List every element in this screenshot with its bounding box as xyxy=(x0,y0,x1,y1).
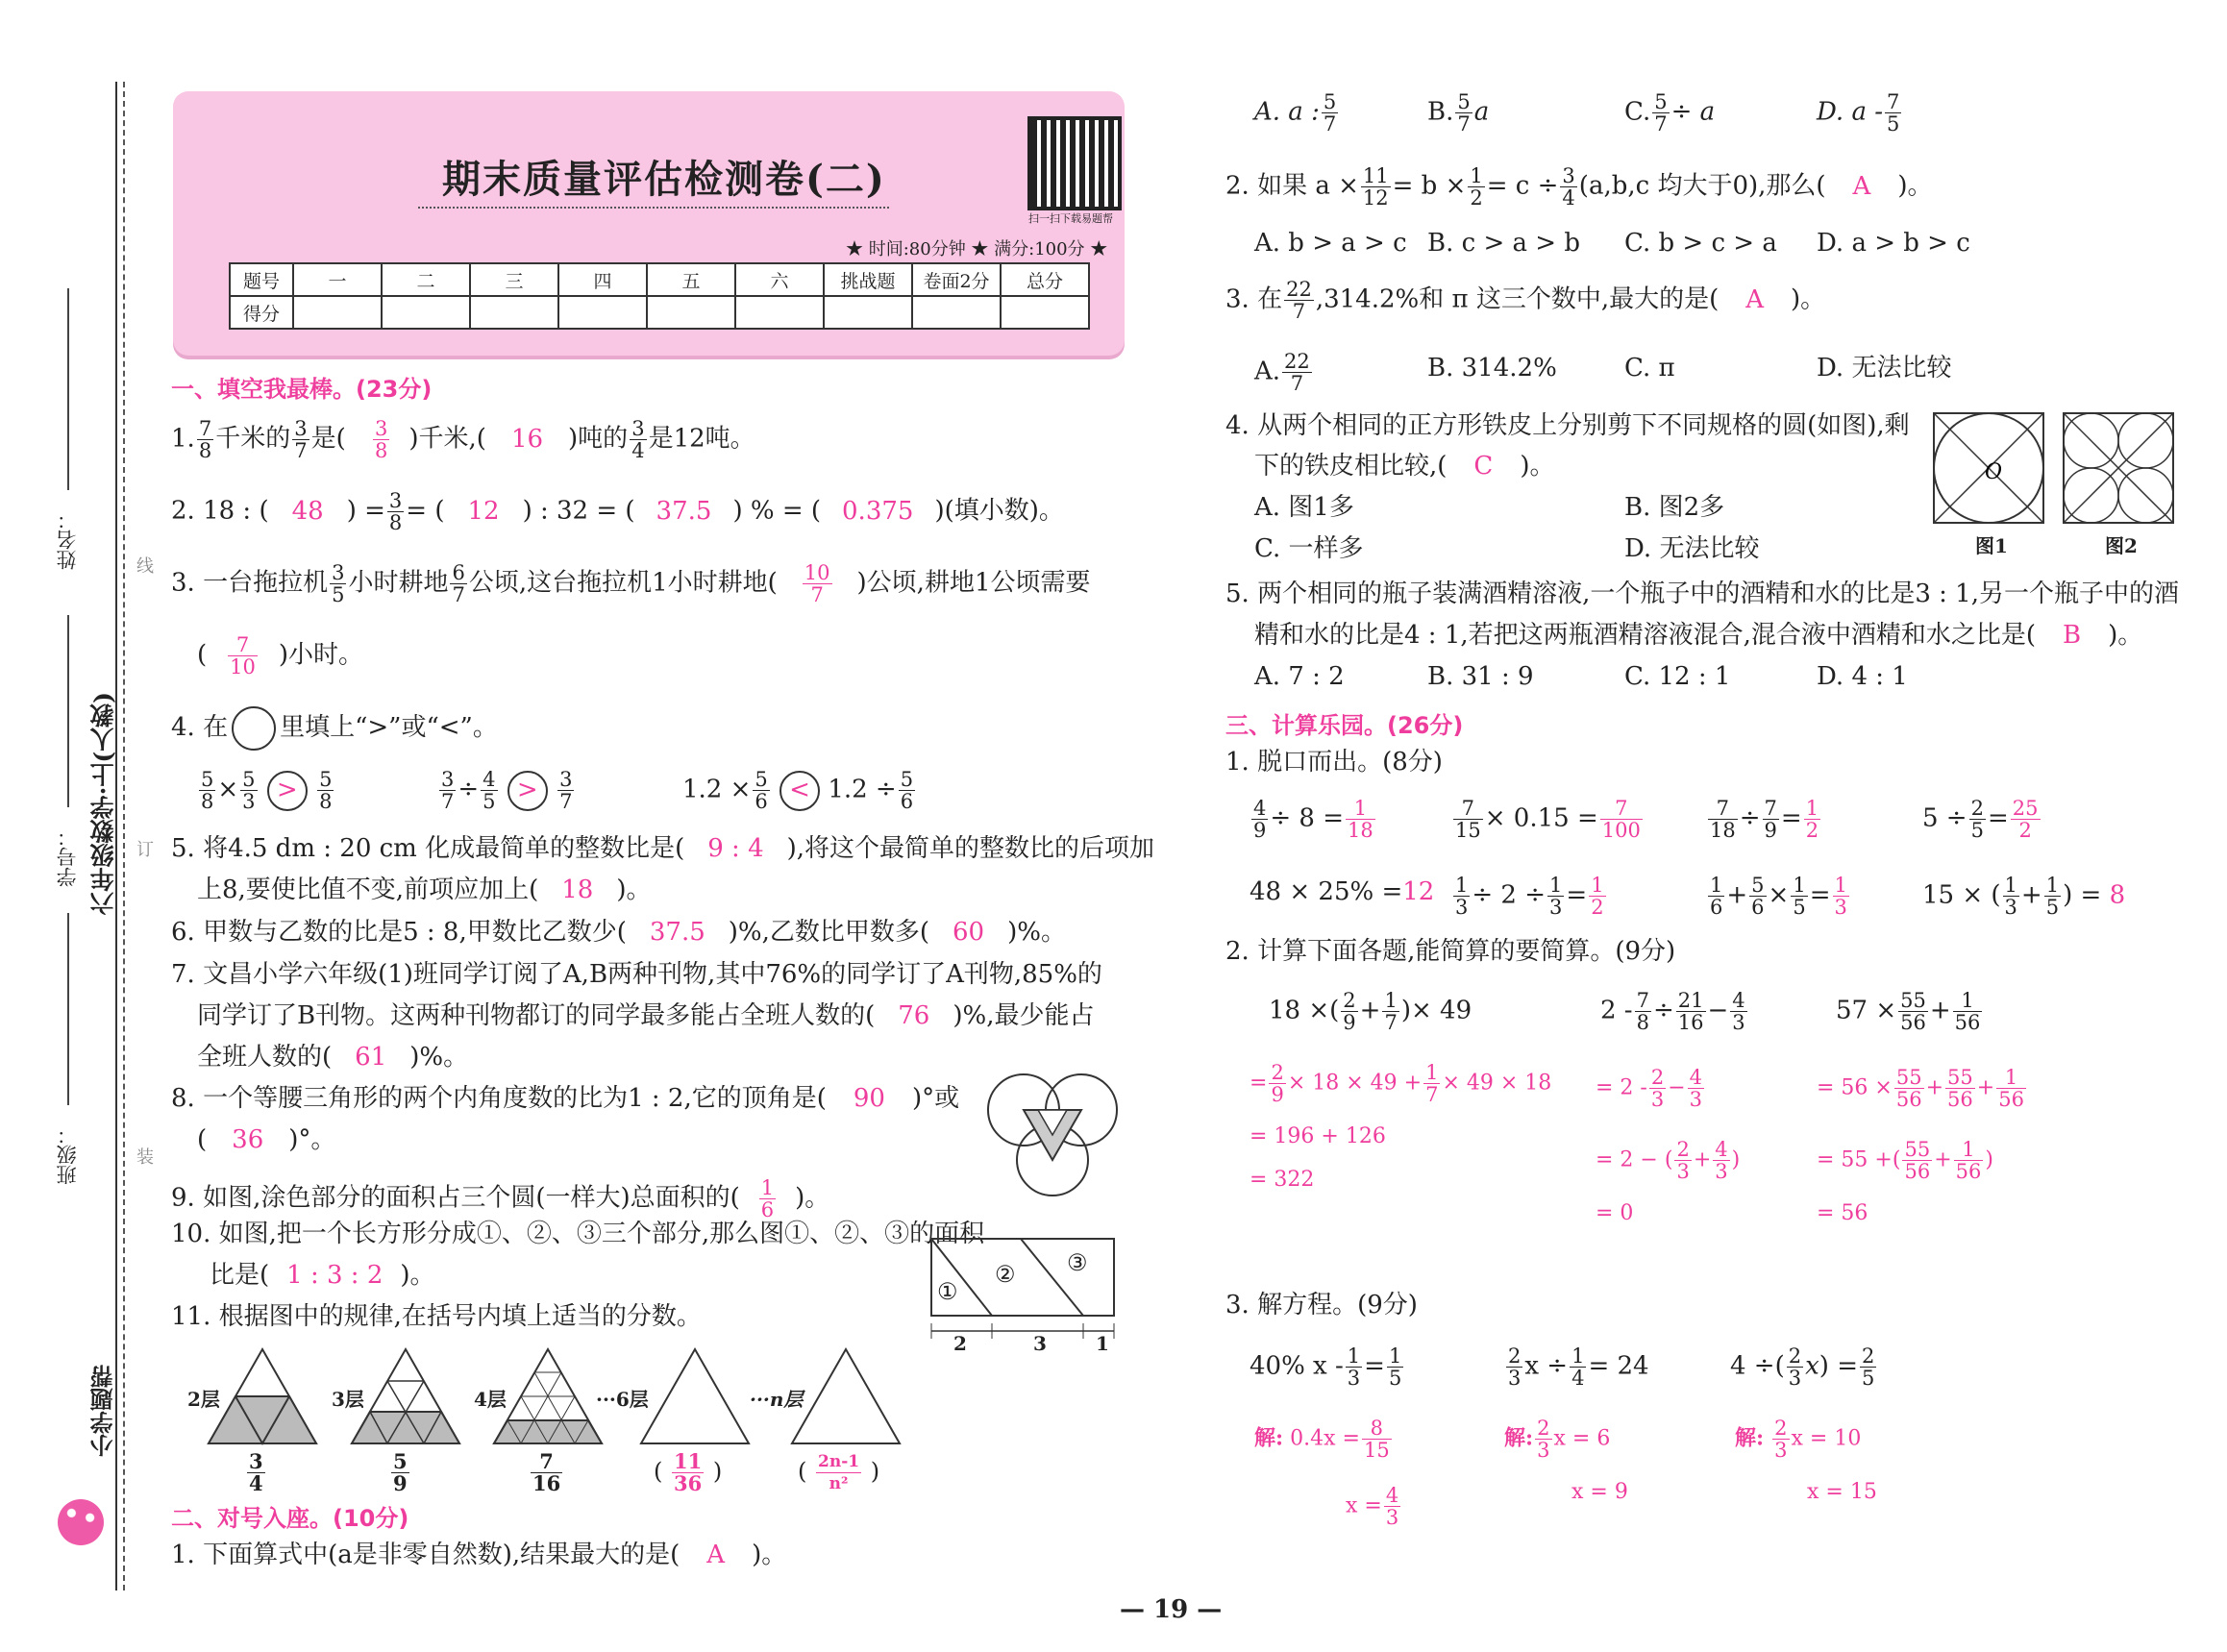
svg-text:O: O xyxy=(1985,460,2003,484)
s2-q4: 4. 从两个相同的正方形铁皮上分别剪下不同规格的圆(如图),剩 xyxy=(1225,411,1910,440)
q10: 10. 如图,把一个长方形分成①、②、③三个部分,那么图①、②、③的面积 xyxy=(171,1220,985,1248)
score-table: 题号 一 二 三 四 五 六 挑战题 卷面2分 总分 得分 xyxy=(229,262,1090,330)
class-label: 班级： xyxy=(56,1124,79,1185)
triangle-2layer xyxy=(205,1345,320,1446)
q3-cont: ( $\frac{7}{10}$ )小时。 xyxy=(197,633,364,678)
section2-title: 二、对号入座。(10分) xyxy=(171,1505,409,1532)
score-cell[interactable] xyxy=(647,296,735,329)
eq3-step1: 解: $\frac{2}{3}$ x = 10 xyxy=(1735,1417,1862,1462)
q4-ex3: 1.2 × $\frac{5}{6}$ < 1.2 ÷ $\frac{5}{6}$ xyxy=(682,768,914,813)
tri-answer: ( $\frac{11}{36}$ ) xyxy=(654,1449,723,1495)
q2: 2. 18 : ( 48 ) = $\frac{3}{8}$ = ( 12 ) : 32 = ( 37.5 ) % = ( 0.375 )(填小数)。 xyxy=(171,489,1064,534)
region-label: ② xyxy=(995,1261,1016,1288)
calc2-step1: = 2 - $\frac{2}{3}$ − $\frac{4}{3}$ xyxy=(1596,1066,1703,1111)
s2-q2: 2. 如果 a × $\frac{11}{12}$ = b × $\frac{1}{2}$ = c ÷ $\frac{3}{4}$ (a,b,c 均大于0),那么( A )。 xyxy=(1225,164,1933,210)
section3-title: 三、计算乐园。(26分) xyxy=(1225,712,1464,739)
layer-label: 4层 xyxy=(474,1388,507,1411)
brand-label: 小学题帮 xyxy=(89,1365,117,1457)
q10-cont: 比是( 1 : 3 : 2 )。 xyxy=(210,1261,435,1290)
region-label: ③ xyxy=(1067,1249,1088,1276)
triangle-4layer xyxy=(490,1345,606,1446)
calc2-step3: = 0 xyxy=(1596,1201,1634,1225)
calc1: 18 ×( $\frac{2}{9}$ + $\frac{1}{7}$ )× 49 xyxy=(1269,989,1472,1034)
q6: 6. 甲数与乙数的比是5 : 8,甲数比乙数少( 37.5 )%,乙数比甲数多( 60 )%。 xyxy=(171,918,1066,947)
calc1-step1: = $\frac{2}{9}$ × 18 × 49 + $\frac{1}{7}$ × 49 × 18 xyxy=(1250,1061,1552,1106)
score-cell[interactable] xyxy=(1001,296,1089,329)
score-cell[interactable] xyxy=(293,296,382,329)
eq1-step1: 解: 0.4x = $\frac{8}{15}$ xyxy=(1254,1417,1390,1462)
layer-label: 3层 xyxy=(332,1388,364,1411)
calc3-step1: = 56 × $\frac{55}{56}$ + $\frac{55}{56}$ + $\frac{1}{56}$ xyxy=(1817,1066,2024,1111)
score-cell[interactable] xyxy=(470,296,558,329)
book-label: 六年级数学·上(人教) xyxy=(89,692,117,916)
triangle-nlayer xyxy=(788,1345,903,1446)
dim-label: 1 xyxy=(1096,1332,1109,1355)
dim-label: 3 xyxy=(1033,1332,1047,1355)
score-cell[interactable] xyxy=(735,296,824,329)
tri-answer: ( $\frac{2n-1}{\text{n²}}$ ) xyxy=(798,1452,880,1493)
calc1-step2: = 196 + 126 xyxy=(1250,1124,1386,1148)
line-mark: 订 xyxy=(136,840,154,860)
calc3: 57 × $\frac{55}{56}$ + $\frac{1}{56}$ xyxy=(1836,989,1981,1034)
line-mark: 装 xyxy=(136,1147,154,1168)
score-cell[interactable] xyxy=(824,296,912,329)
triangle-6layer xyxy=(637,1345,753,1446)
s3-p2: 2. 计算下面各题,能简算的要简算。(9分) xyxy=(1225,937,1676,966)
eq1: 40% x - $\frac{1}{3}$ = $\frac{1}{5}$ xyxy=(1250,1344,1402,1390)
tri-fraction: $\frac{7}{16}$ xyxy=(532,1449,561,1495)
s2-q5-cont: 精和水的比是4 : 1,若把这两瓶酒精溶液混合,混合液中酒精和水之比是( B )。 xyxy=(1254,621,2143,650)
q4: 4. 在 里填上“>”或“<”。 xyxy=(171,706,498,751)
q9: 9. 如图,涂色部分的面积占三个圆(一样大)总面积的( $\frac{1}{6}$ )。 xyxy=(171,1176,830,1221)
page-title: 期末质量评估检测卷(二) xyxy=(442,157,886,202)
binding-strip xyxy=(0,0,154,1652)
name-label: 姓名： xyxy=(56,509,79,570)
qr-caption: 扫一扫下载易题帮 xyxy=(1028,212,1113,225)
calc2: 2 - $\frac{7}{8}$ ÷ $\frac{21}{16}$ − $\frac{4}{3}$ xyxy=(1600,989,1745,1034)
exam-meta: ★ 时间:80分钟 ★ 满分:100分 ★ xyxy=(846,239,1108,259)
s2-q3: 3. 在 $\frac{22}{7}$ ,314.2%和 π 这三个数中,最大的是( A )。 xyxy=(1225,278,1826,323)
section1-title: 一、填空我最棒。(23分) xyxy=(171,376,433,403)
calc1-step3: = 322 xyxy=(1250,1168,1315,1192)
q5: 5. 将4.5 dm : 20 cm 化成最简单的整数比是( 9 : 4 ),将这个最简单的整数比的后项加 xyxy=(171,834,1155,863)
calc2-step2: = 2 − ( $\frac{2}{3}$ + $\frac{4}{3}$ ) xyxy=(1596,1138,1741,1183)
line-mark: 线 xyxy=(136,556,154,577)
s3-p1: 1. 脱口而出。(8分) xyxy=(1225,748,1443,777)
layer-label: ···6层 xyxy=(596,1388,649,1411)
q7-cont: 同学订了B刊物。这两种刊物都订的同学最多能占全班人数的( 76 )%,最少能占 xyxy=(197,1001,1095,1030)
layer-label: 2层 xyxy=(187,1388,220,1411)
s2-q4-cont: 下的铁皮相比较,( C )。 xyxy=(1254,452,1555,481)
region-label: ① xyxy=(937,1278,958,1305)
score-cell[interactable] xyxy=(912,296,1001,329)
q4-ex2: $\frac{3}{7}$ ÷ $\frac{4}{5}$ > $\frac{3}{7}$ xyxy=(441,768,573,813)
number-label: 学号： xyxy=(56,826,79,887)
triangle-3layer xyxy=(348,1345,463,1446)
q7: 7. 文昌小学六年级(1)班同学订阅了A,B两种刊物,其中76%的同学订了A刊物,85%的 xyxy=(171,960,1102,989)
calc3-step3: = 56 xyxy=(1817,1201,1868,1225)
score-cell[interactable] xyxy=(558,296,647,329)
eq1-step2: x = $\frac{4}{3}$ xyxy=(1346,1484,1399,1529)
page-number: — 19 — xyxy=(1120,1595,1223,1624)
mushroom-logo xyxy=(58,1499,104,1545)
s2-q1: 1. 下面算式中(a是非零自然数),结果最大的是( A )。 xyxy=(171,1541,787,1569)
eq3-step2: x = 15 xyxy=(1807,1480,1877,1504)
figure-caption: 图2 xyxy=(2105,534,2138,557)
eq2-step1: 解: $\frac{2}{3}$ x = 6 xyxy=(1504,1417,1611,1462)
q5-cont: 上8,要使比值不变,前项应加上( 18 )。 xyxy=(197,875,652,904)
figure1-square-circle xyxy=(1932,411,2045,525)
tri-fraction: $\frac{5}{9}$ xyxy=(393,1449,408,1495)
q1: 1. $\frac{7}{8}$ 千米的 $\frac{3}{7}$ 是( $\frac{3}{8}$ )千米,( 16 )吨的 $\frac{3}{4}$ 是12吨。 xyxy=(171,417,755,462)
dim-label: 2 xyxy=(953,1332,967,1355)
figure-caption: 图1 xyxy=(1975,534,2008,557)
tri-fraction: $\frac{3}{4}$ xyxy=(249,1449,263,1495)
s3-p3: 3. 解方程。(9分) xyxy=(1225,1291,1418,1319)
q4-ex1: $\frac{5}{8}$ × $\frac{5}{3}$ > $\frac{5}{8}$ xyxy=(201,768,333,813)
q7-cont2: 全班人数的( 61 )%。 xyxy=(197,1043,469,1072)
eq2: $\frac{2}{3}$ x ÷ $\frac{1}{4}$ = 24 xyxy=(1508,1344,1649,1390)
score-cell[interactable] xyxy=(382,296,470,329)
calc3-step2: = 55 +( $\frac{55}{56}$ + $\frac{1}{56}$ ) xyxy=(1817,1138,1993,1183)
eq3: 4 ÷( $\frac{2}{3}$ x) = $\frac{2}{5}$ xyxy=(1730,1344,1875,1390)
eq2-step2: x = 9 xyxy=(1571,1480,1628,1504)
qr-code xyxy=(1031,120,1118,207)
q11: 11. 根据图中的规律,在括号内填上适当的分数。 xyxy=(171,1302,702,1331)
three-circles-figure xyxy=(980,1067,1125,1211)
figure2-square-circles xyxy=(2062,411,2175,525)
q3: 3. 一台拖拉机 $\frac{3}{5}$ 小时耕地 $\frac{6}{7}$ 公顷,这台拖拉机1小时耕地( $\frac{10}{7}$ )公顷,耕地1公顷需要 xyxy=(171,561,1091,606)
layer-label: ···n层 xyxy=(750,1388,804,1411)
s2-q5: 5. 两个相同的瓶子装满酒精溶液,一个瓶子中的酒精和水的比是3 : 1,另一个瓶子中的酒 xyxy=(1225,579,2179,608)
header-panel xyxy=(173,91,1125,356)
q8-cont: ( 36 )°。 xyxy=(197,1125,336,1154)
q8: 8. 一个等腰三角形的两个内角度数的比为1 : 2,它的顶角是( 90 )°或 xyxy=(171,1084,960,1113)
